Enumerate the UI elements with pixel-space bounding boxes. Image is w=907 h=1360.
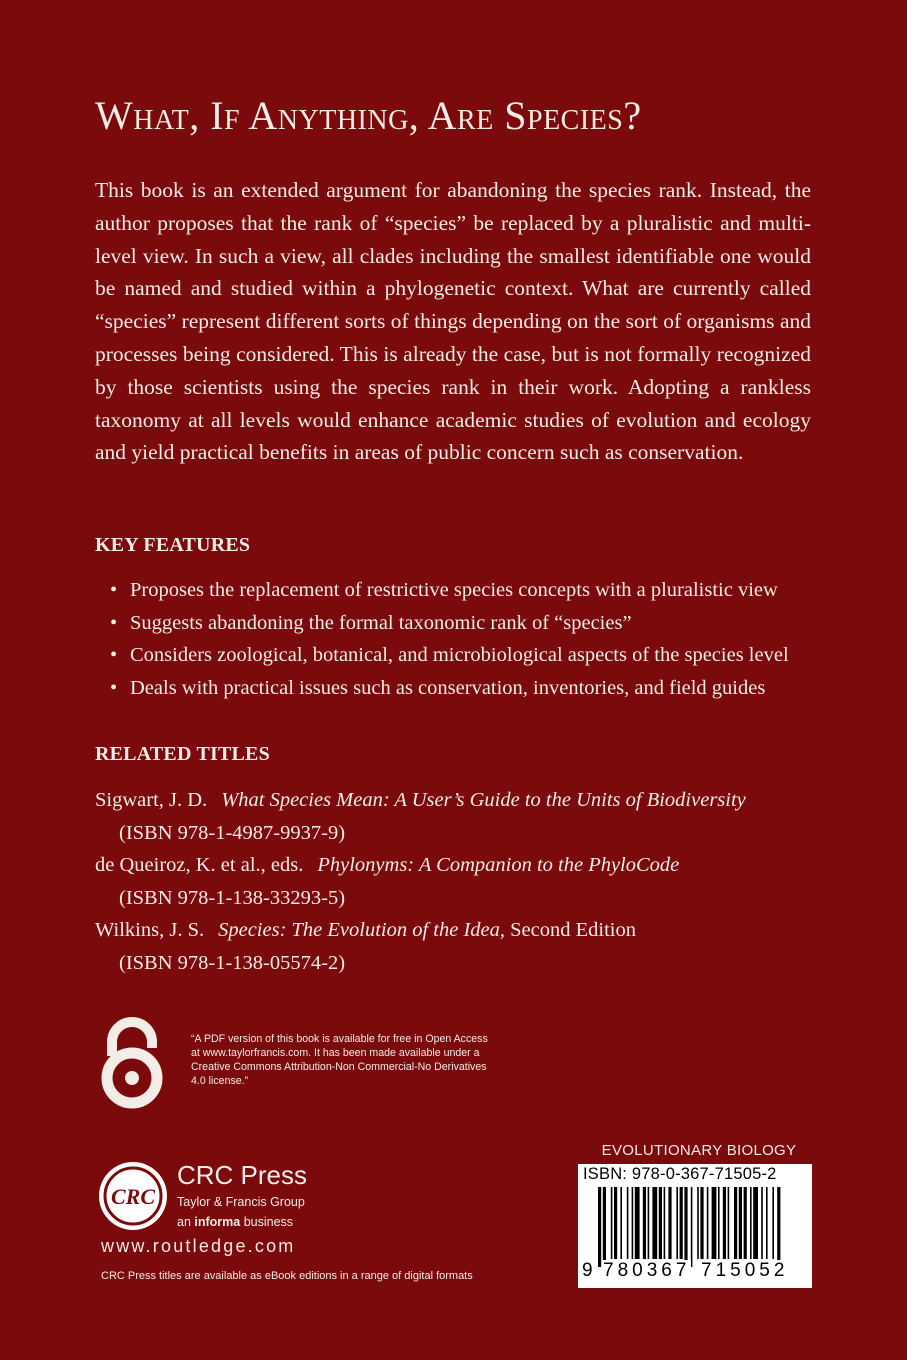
- barcode-icon: [578, 1185, 812, 1267]
- barcode-bar: [728, 1187, 730, 1259]
- key-features-list: [110, 574, 850, 705]
- ean-right-group: 715052: [701, 1260, 789, 1281]
- barcode-bar: [761, 1187, 763, 1259]
- barcode-bar: [627, 1187, 629, 1259]
- barcode-bar: [753, 1187, 758, 1259]
- related-author: Sigwart, J. D.: [95, 789, 208, 811]
- feature-item: • Considers zoological, botanical, and microbiological aspects of the species level: [110, 639, 850, 672]
- publisher-website: www.routledge.com: [101, 1236, 296, 1256]
- barcode-bar: [668, 1187, 671, 1259]
- barcode-bar: [652, 1187, 657, 1259]
- related-title-item: [95, 914, 855, 979]
- barcode-bar: [676, 1187, 678, 1259]
- subject-category: EVOLUTIONARY BIOLOGY: [601, 1142, 797, 1159]
- book-description: This book is an extended argument for abandoning the species rank. Instead, the author proposes that the rank of “species” be replaced by a pluralistic and multi-level view. In such a view, all clades including the smallest identifiable one would be named and studied within a phylogenetic context. What are currently called “species” represent different sorts of things depending on the sort of organisms and processes being considered. This is already the case, but is not formally recognized by those scientists using the species rank in their work. Adopting a rankless taxonomy at all levels would enhance academic studies of evolution and ecology and yield practical benefits in areas of public concern such as conservation.: [95, 178, 811, 465]
- barcode-bar: [723, 1187, 726, 1259]
- related-isbn: (ISBN 978-1-138-05574-2): [119, 951, 346, 974]
- barcode-bar: [697, 1187, 699, 1259]
- related-book-title: Species: The Evolution of the Idea,: [218, 919, 506, 941]
- informa-business: an informa business: [177, 1215, 294, 1229]
- barcode-bar: [659, 1187, 662, 1259]
- barcode-bar: [620, 1187, 622, 1259]
- related-titles-list: [95, 784, 855, 979]
- crc-press-logo: [97, 1160, 169, 1232]
- barcode-bar: [734, 1187, 737, 1259]
- feature-item: • Suggests abandoning the formal taxonomic rank of “species”: [110, 607, 850, 640]
- related-book-title: Phylonyms: A Companion to the PhyloCode: [317, 854, 680, 876]
- isbn-number: ISBN: 978-0-367-71505-2: [583, 1165, 777, 1183]
- open-access-lock-icon: [98, 1014, 166, 1109]
- feature-item: • Proposes the replacement of restrictive species concepts with a pluralistic view: [110, 574, 850, 607]
- barcode-label: [578, 1164, 812, 1288]
- publisher-group: Taylor & Francis Group: [177, 1195, 305, 1209]
- barcode-bar: [648, 1187, 650, 1259]
- barcode-bar: [707, 1187, 709, 1259]
- related-author: Wilkins, J. S.: [95, 919, 205, 941]
- barcode-bar: [614, 1187, 617, 1259]
- barcode-bar: [691, 1187, 693, 1267]
- ean-first-digit: 9: [582, 1260, 593, 1281]
- related-isbn: (ISBN 978-1-4987-9937-9): [119, 821, 346, 844]
- publisher-name: CRC Press: [177, 1160, 308, 1190]
- ean-left-group: 780367: [603, 1260, 691, 1281]
- barcode-bar: [739, 1187, 742, 1259]
- bullet-icon: •: [110, 677, 118, 700]
- barcode-bar: [744, 1187, 747, 1259]
- related-title-item: [95, 784, 855, 849]
- barcode-bar: [700, 1187, 703, 1259]
- barcode-bar: [680, 1187, 683, 1259]
- related-title-item: [95, 849, 855, 914]
- barcode-bar: [684, 1187, 687, 1267]
- barcode-bar: [712, 1187, 717, 1259]
- barcode-bar: [750, 1187, 752, 1259]
- barcode-bar: [766, 1187, 768, 1259]
- barcode-bar: [772, 1187, 774, 1259]
- related-book-title: What Species Mean: A User’s Guide to the Units of Biodiversity: [221, 789, 746, 811]
- bullet-icon: •: [110, 611, 118, 634]
- ebook-note: CRC Press titles are available as eBook editions in a range of digital formats: [101, 1270, 473, 1282]
- related-isbn: (ISBN 978-1-138-33293-5): [119, 886, 346, 909]
- barcode-bar: [777, 1187, 780, 1267]
- barcode-bar: [718, 1187, 720, 1259]
- barcode-bar: [611, 1187, 613, 1259]
- barcode-bar: [632, 1187, 634, 1259]
- feature-item: • Deals with practical issues such as conservation, inventories, and field guides: [110, 672, 850, 705]
- book-title: What, If Anything, Are Species?: [95, 93, 642, 138]
- barcode-bar: [664, 1187, 666, 1259]
- key-features-heading: KEY FEATURES: [95, 534, 251, 556]
- barcode-bar: [603, 1187, 606, 1267]
- barcode-bar: [635, 1187, 640, 1259]
- open-access-note: “A PDF version of this book is available for free in Open Access at www.taylorfrancis.com. It has been made available under a Creative Commons Attribution-Non Commercial-No Derivatives 4.0 license.”: [191, 1033, 488, 1087]
- barcode-bar: [598, 1187, 601, 1267]
- bullet-icon: •: [110, 644, 118, 667]
- crc-logo-text: CRC: [110, 1184, 156, 1209]
- barcode-bar: [643, 1187, 646, 1259]
- bullet-icon: •: [110, 579, 118, 601]
- related-edition: Second Edition: [505, 919, 636, 941]
- related-author: de Queiroz, K. et al., eds.: [95, 854, 304, 876]
- related-titles-heading: RELATED TITLES: [95, 743, 270, 765]
